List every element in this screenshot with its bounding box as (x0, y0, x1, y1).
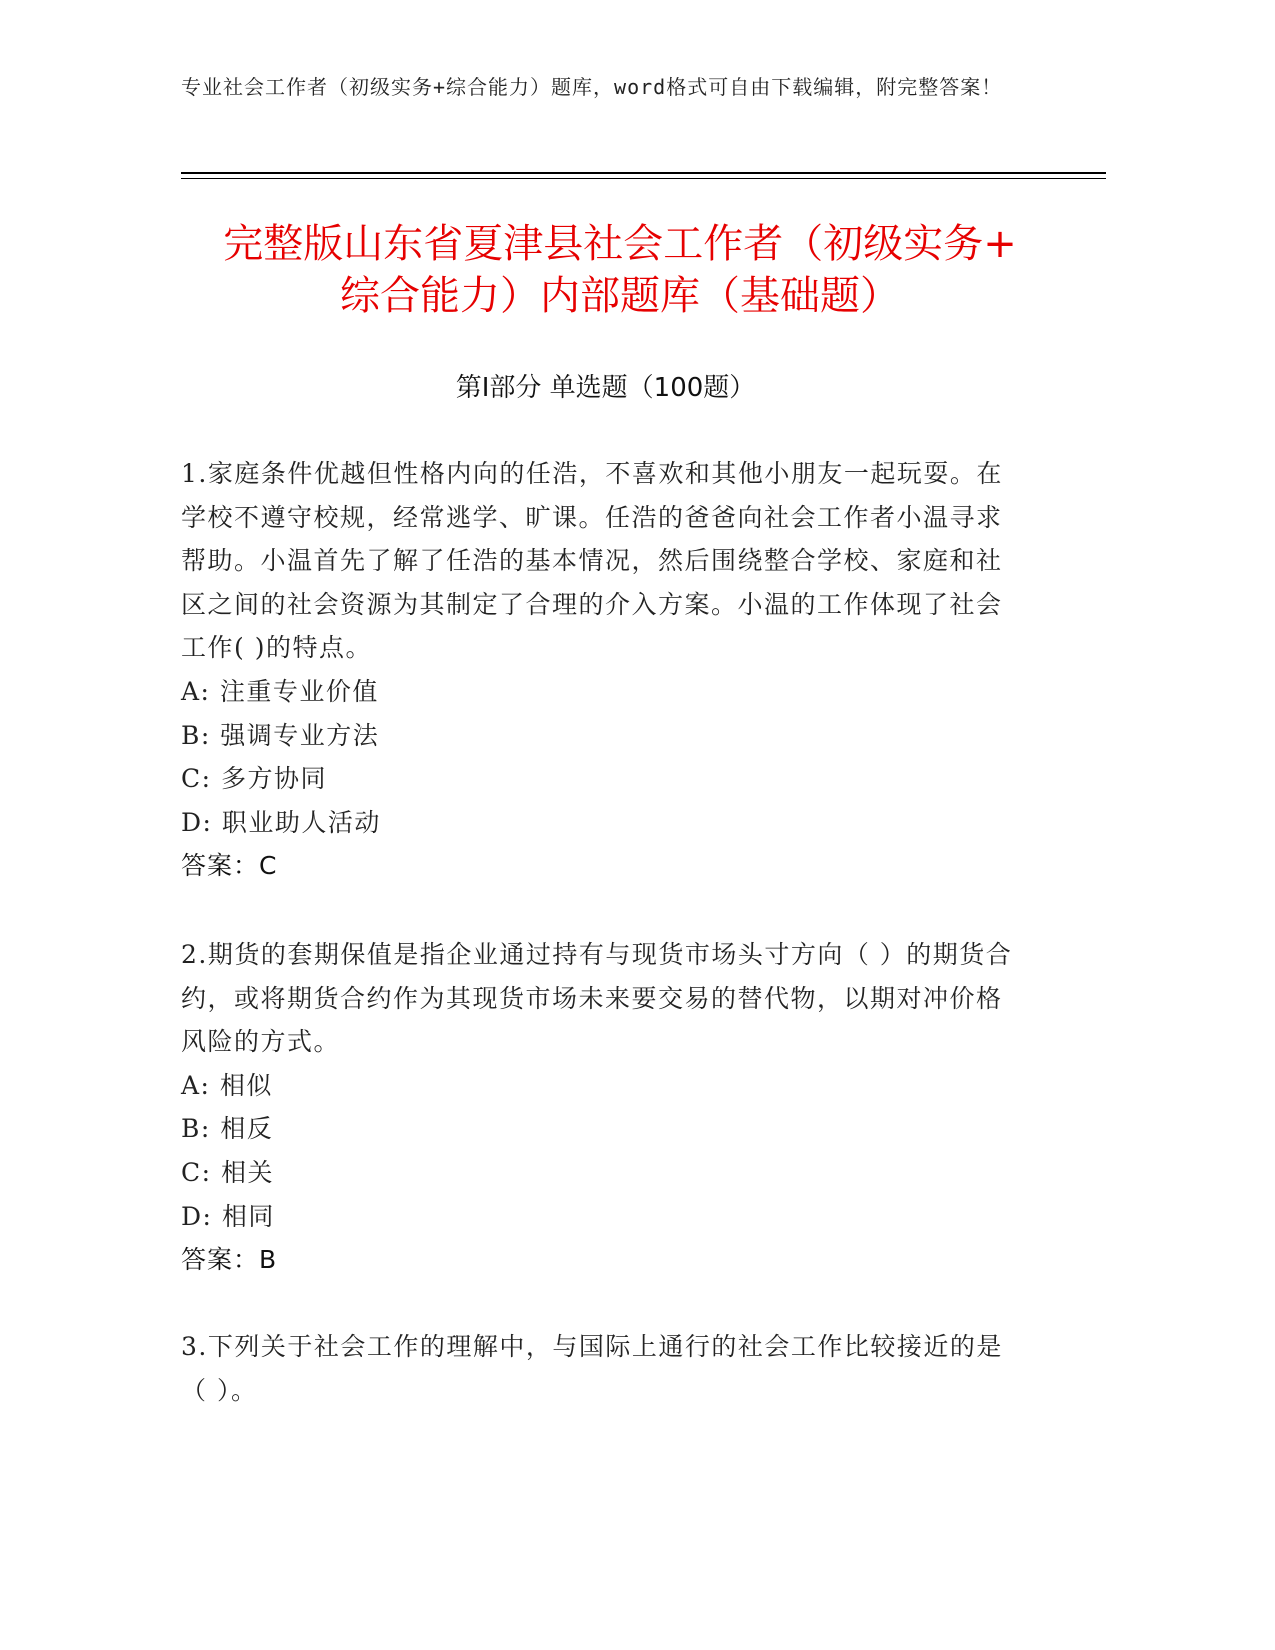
option-b: B: 强调专业方法 (181, 720, 380, 750)
question-2 (181, 933, 1021, 1282)
option-c: C: 多方协同 (181, 764, 327, 794)
question-stem: 2.期货的套期保值是指企业通过持有与现货市场头寸方向（ ）的期货合约，或将期货合约作为其现货市场未来要交易的替代物，以期对冲价格风险的方式。 (181, 940, 1013, 1057)
document-title (120, 218, 1120, 322)
option-d: D: 职业助人活动 (181, 807, 381, 837)
header-divider-thin (181, 178, 1106, 179)
answer: 答案：B (181, 1245, 278, 1275)
answer: 答案：C (181, 851, 278, 881)
header-divider-thick (181, 172, 1106, 174)
section-heading: 第Ⅰ部分 单选题（100题） (455, 373, 756, 403)
question-1 (181, 452, 1021, 888)
title-line-1: 完整版山东省夏津县社会工作者（初级实务+ (223, 221, 1017, 267)
question-3 (181, 1325, 1021, 1412)
question-stem: 3.下列关于社会工作的理解中，与国际上通行的社会工作比较接近的是（ ）。 (181, 1332, 1003, 1405)
header-note: 专业社会工作者（初级实务+综合能力）题库，word格式可自由下载编辑，附完整答案！ (181, 75, 1003, 99)
option-a: A: 相似 (181, 1070, 273, 1100)
option-c: C: 相关 (181, 1157, 274, 1187)
option-d: D: 相同 (181, 1201, 275, 1231)
title-line-2: 综合能力）内部题库（基础题） (340, 273, 900, 319)
option-a: A: 注重专业价值 (181, 676, 379, 706)
question-stem: 1.家庭条件优越但性格内向的任浩，不喜欢和其他小朋友一起玩耍。在学校不遵守校规，经常逃学、旷课。任浩的爸爸向社会工作者小温寻求帮助。小温首先了解了任浩的基本情况，然后围绕整合学校、家庭和社区之间的社会资源为其制定了合理的介入方案。小温的工作体现了社会工作( )的特点。 (181, 459, 1003, 663)
option-b: B: 相反 (181, 1114, 274, 1144)
